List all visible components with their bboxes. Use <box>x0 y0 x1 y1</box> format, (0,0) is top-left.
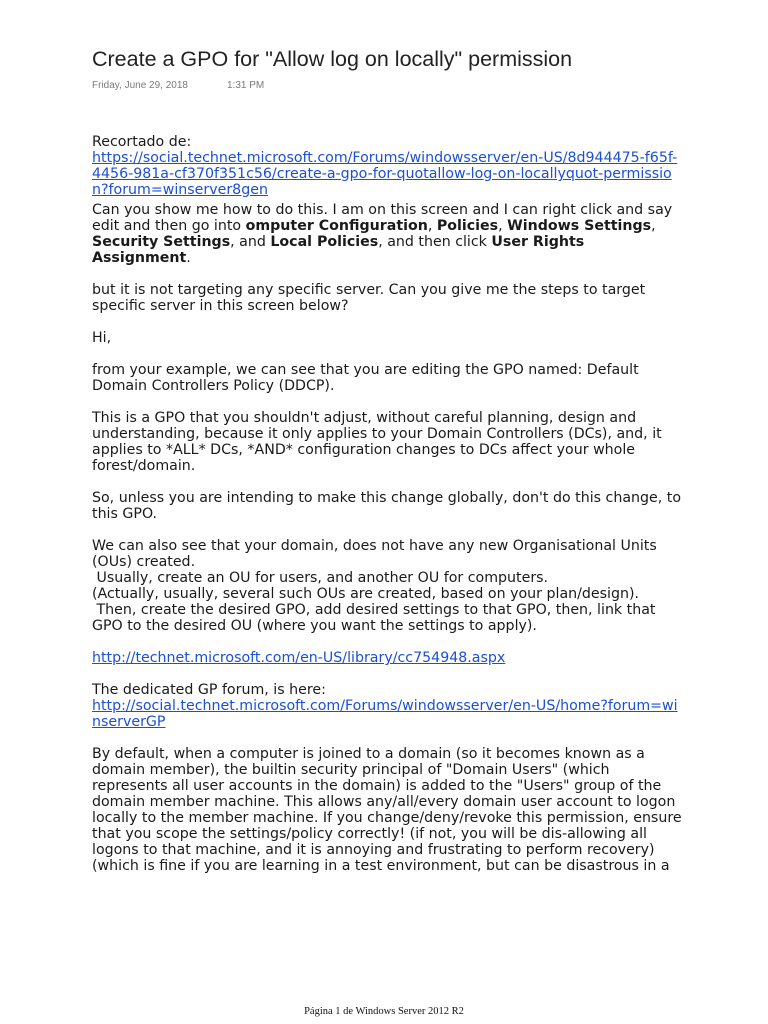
ou-line-1: We can also see that your domain, does not have any new Organisational Units (OUs) created. <box>92 538 657 570</box>
paragraph-default-users: By default, when a computer is joined to a domain (so it becomes known as a domain member), the builtin security principal of "Domain Users" (which represents all user accounts in the domain) is added to the "Users" group of the domain member machine. This allows any/all/every domain user account to logon locally to the member machine. If you change/deny/revoke this permission, ensure that you scope the settings/policy correctly! (if not, you will be dis-allowing all logons to that machine, and it is annoying and frustrating to perform recovery) (which is fine if you are learning in a test environment, but can be disastrous in a <box>92 746 682 874</box>
ou-line-4: Then, create the desired GPO, add desired settings to that GPO, then, link that GPO to the desired OU (where you want the settings to apply). <box>92 602 660 634</box>
question-text: Can you show me how to do this. I am on this screen and I can right click and say edit and then go into <box>92 202 673 234</box>
sep: , <box>427 218 437 234</box>
sep: , <box>651 218 656 234</box>
paragraph-global-change: So, unless you are intending to make this change globally, don't do this change, to this GPO. <box>92 490 682 522</box>
paragraph-example: from your example, we can see that you are editing the GPO named: Default Domain Controllers Policy (DDCP). <box>92 362 639 394</box>
bold-local-policies: Local Policies <box>270 234 379 250</box>
paragraph-ou <box>92 538 682 634</box>
bold-user-rights-assignment: User Rights Assignment <box>92 234 585 266</box>
technet-library-link[interactable]: http://technet.microsoft.com/en-US/library/cc754948.aspx <box>92 650 506 666</box>
note-body <box>92 134 682 874</box>
ou-line-2: Usually, create an OU for users, and another OU for computers. <box>92 570 549 586</box>
paragraph-library-link <box>92 650 682 666</box>
page-title: Create a GPO for "Allow log on locally" permission <box>92 47 573 71</box>
bold-windows-settings: Windows Settings <box>507 218 652 234</box>
note-page <box>92 44 682 890</box>
ou-line-3: (Actually, usually, several such OUs are created, based on your plan/design). <box>92 586 640 602</box>
gp-forum-link[interactable]: http://social.technet.microsoft.com/Forums/windowsserver/en-US/home?forum=winserverGP <box>92 698 678 730</box>
note-time: 1:31 PM <box>227 80 265 91</box>
page-footer: Página 1 de Windows Server 2012 R2 <box>304 1006 464 1017</box>
source-link[interactable]: https://social.technet.microsoft.com/Forums/windowsserver/en-US/8d944475-f65f-4456-981a-cf370f351c56/create-a-gpo-for-quotallow-log-on-locallyquot-permission?forum=winserver8gen <box>92 150 678 198</box>
paragraph-greeting: Hi, <box>92 330 112 346</box>
source-block <box>92 134 682 198</box>
sep: . <box>186 250 191 266</box>
forum-label: The dedicated GP forum, is here: <box>92 682 326 698</box>
bold-computer-configuration: omputer Configuration <box>245 218 428 234</box>
paragraph-warning: This is a GPO that you shouldn't adjust, without careful planning, design and understanding, because it only applies to your Domain Controllers (DCs), and, it applies to *ALL* DCs, *AND* configuration changes to DCs affect your whole forest/domain. <box>92 410 662 474</box>
question-paragraph <box>92 202 682 266</box>
bold-policies: Policies <box>436 218 499 234</box>
source-label: Recortado de: <box>92 134 192 150</box>
note-date: Friday, June 29, 2018 <box>92 80 188 91</box>
paragraph-targeting: but it is not targeting any specific server. Can you give me the steps to target specific server in this screen below? <box>92 282 646 314</box>
sep: , and then click <box>378 234 492 250</box>
paragraph-forum <box>92 682 682 730</box>
sep: , and <box>230 234 271 250</box>
sep: , <box>498 218 508 234</box>
note-metadata <box>92 80 682 94</box>
bold-security-settings: Security Settings <box>92 234 231 250</box>
